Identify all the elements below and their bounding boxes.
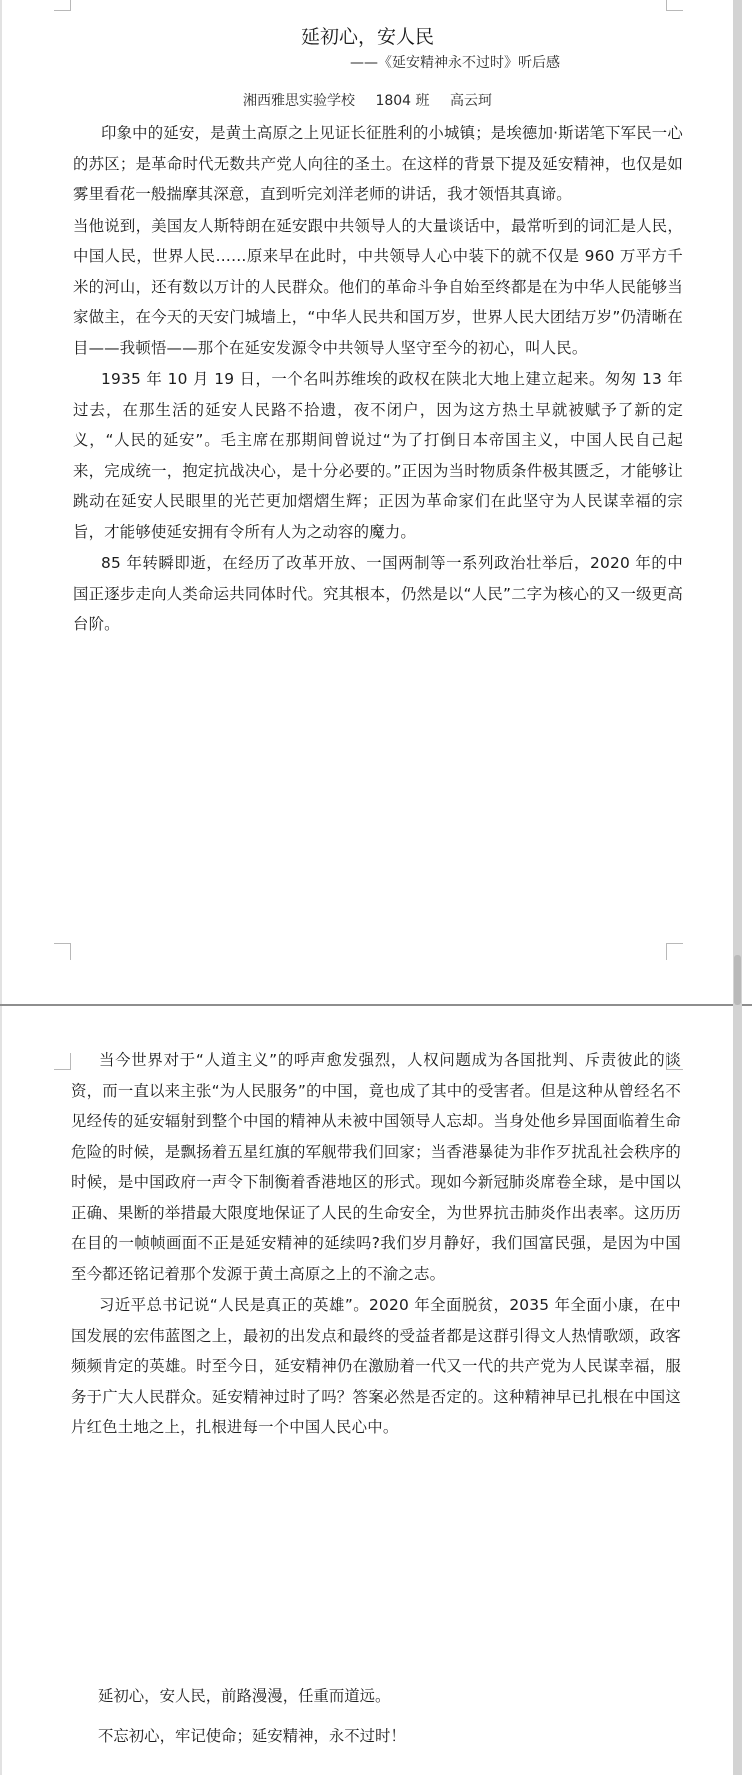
paragraph: 习近平总书记说“人民是真正的英雄”。2020 年全面脱贫，2035 年全面小康，在中国发展的宏伟蓝图之上，最初的出发点和最终的受益者都是这群引得文人热情歌颂，政客频频肯定的英雄。时至今日，延安精神仍在激励着一代又一代的共产党为人民谋幸福，服务于广大人民群众。延安精神过时了吗？答案必然是否定的。这种精神早已扎根在中国这片红色土地之上，扎根进每一个中国人民心中。 [71,1296,681,1436]
closing-line-2: 不忘初心，牢记使命；延安精神，永不过时！ [98,1727,406,1745]
paragraph: 85 年转瞬即逝，在经历了改革开放、一国两制等一系列政治壮举后，2020 年的中国正逐步走向人类命运共同体时代。究其根本，仍然是以“人民”二字为核心的又一级更高台阶。 [73,554,683,633]
class-name: 1804 班 [375,93,430,109]
page-1-body [73,118,683,641]
paragraph: 印象中的延安，是黄土高原之上见证长征胜利的小城镇；是埃德加·斯诺笔下军民一心的苏区；是革命时代无数共产党人向往的圣土。在这样的背景下提及延安精神，也仅是如雾里看花一般揣摩其深意，直到听完刘洋老师的讲话，我才领悟其真谛。 [73,124,683,203]
margin-corner-bottom-right [666,943,683,960]
page-1 [2,0,733,1004]
paragraph: 当他说到，美国友人斯特朗在延安跟中共领导人的大量谈话中，最常听到的词汇是人民，中国人民，世界人民……原来早在此时，中共领导人心中装下的就不仅是 960 万平方千米的河山，还有数以万计的人民群众。他们的革命斗争自始至终都是在为中华人民能够当家做主，在今天的天安门城墙上，“中华人民共和国万岁，世界人民大团结万岁”仍清晰在目——我顿悟——那个在延安发源令中共领导人坚守至今的初心，叫人民。 [73,216,683,357]
paragraph: 1935 年 10 月 19 日，一个名叫苏维埃的政权在陕北大地上建立起来。匆匆 13 年过去，在那生活的延安人民路不拾遗，夜不闭户，因为这方热土早就被赋予了新的定义，“人民的延安”。毛主席在那期间曾说过“为了打倒日本帝国主义，中国人民自己起来，完成统一，抱定抗战决心，是十分必要的。”正因为当时物质条件极其匮乏，才能够让跳动在延安人民眼里的光芒更加熠熠生辉；正因为革命家们在此坚守为人民谋幸福的宗旨，才能够使延安拥有令所有人为之动容的魔力。 [73,370,683,541]
scrollbar-thumb[interactable] [734,955,741,1005]
school-name: 湘西雅思实验学校 [243,93,355,109]
document-byline [2,90,733,110]
page-2-body [71,1045,681,1444]
document-subtitle: ——《延安精神永不过时》听后感 [350,55,560,71]
vertical-scrollbar[interactable] [733,0,742,1775]
margin-corner-top-right [666,0,683,11]
margin-corner-top-left [54,0,71,11]
paragraph: 当今世界对于“人道主义”的呼声愈发强烈，人权问题成为各国批判、斥责彼此的谈资，而一直以来主张“为人民服务”的中国，竟也成了其中的受害者。但是这种从曾经名不见经传的延安辐射到整个中国的精神从未被中国领导人忘却。当身处他乡异国面临着生命危险的时候，是飘扬着五星红旗的军舰带我们回家；当香港暴徒为非作歹扰乱社会秩序的时候，是中国政府一声令下制衡着香港地区的形式。现如今新冠肺炎席卷全球，是中国以正确、果断的举措最大限度地保证了人民的生命安全，为世界抗击肺炎作出表率。这历历在目的一帧帧画面不正是延安精神的延续吗?我们岁月静好，我们国富民强，是因为中国至今都还铭记着那个发源于黄土高原之上的不渝之志。 [71,1051,681,1283]
margin-corner-bottom-left [54,943,71,960]
closing-line-1: 延初心，安人民，前路漫漫，任重而道远。 [98,1687,391,1705]
author-name: 高云珂 [450,93,492,109]
margin-corner-top-left [54,1053,71,1070]
document-title: 延初心，安人民 [300,26,434,48]
